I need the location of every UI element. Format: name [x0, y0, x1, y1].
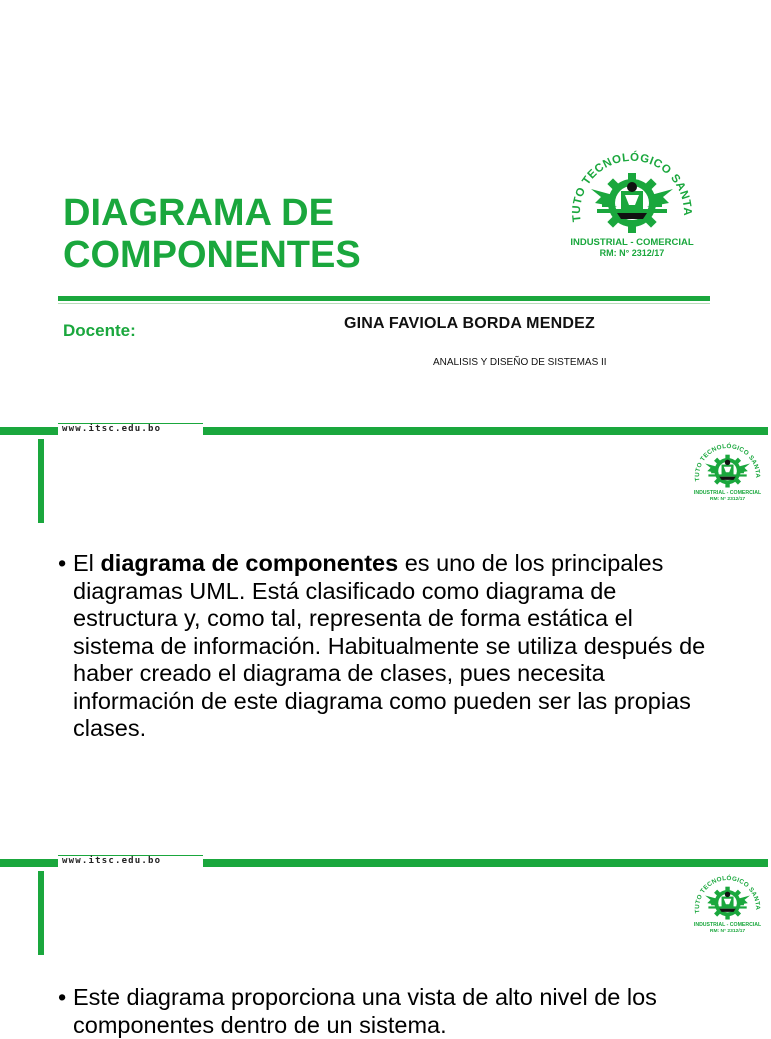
bullet-emphasis: diagrama de componentes: [100, 550, 399, 576]
bullet-paragraph: [58, 984, 708, 1039]
slide-title-line1: DIAGRAMA DE: [63, 192, 334, 234]
content-slide-2: [0, 852, 768, 1038]
bullet-text: Este diagrama proporciona una vista de alto nivel de los componentes dentro de un sistema.: [73, 984, 657, 1038]
url-box: [58, 855, 203, 869]
website-url[interactable]: www.itsc.edu.bo: [62, 856, 162, 866]
website-url[interactable]: www.itsc.edu.bo: [62, 424, 162, 434]
bullet-paragraph: [58, 550, 708, 743]
title-divider-shadow: [58, 303, 710, 304]
title-divider: [58, 296, 710, 301]
institute-seal-icon: [683, 867, 771, 937]
side-accent-bar: [38, 439, 44, 523]
side-accent-bar: [38, 871, 44, 955]
bullet-icon: •: [58, 550, 67, 576]
bullet-text: El diagrama de componentes es uno de los principales diagramas UML. Está clasificado como diagrama de estructura y, como tal, representa de forma estática el sistema de información. Habitualmente se utiliza después de haber creado el diagrama de clases, pues necesita información de este diagrama como pueden ser las propias clases.: [73, 550, 706, 741]
title-slide: [0, 0, 768, 412]
slide-header-band: [0, 423, 768, 433]
bullet-icon: •: [58, 984, 67, 1010]
institute-seal-icon: [551, 137, 711, 265]
url-box: [58, 423, 203, 437]
slide-title-line2: COMPONENTES: [63, 234, 361, 276]
content-slide-1: [0, 420, 768, 852]
institute-seal-icon: [683, 435, 771, 505]
teacher-name: GINA FAVIOLA BORDA MENDEZ: [344, 315, 595, 332]
slide-header-band: [0, 855, 768, 865]
course-name: ANALISIS Y DISEÑO DE SISTEMAS II: [433, 357, 607, 368]
slide-title: [63, 192, 361, 276]
docente-label: Docente:: [63, 321, 136, 340]
